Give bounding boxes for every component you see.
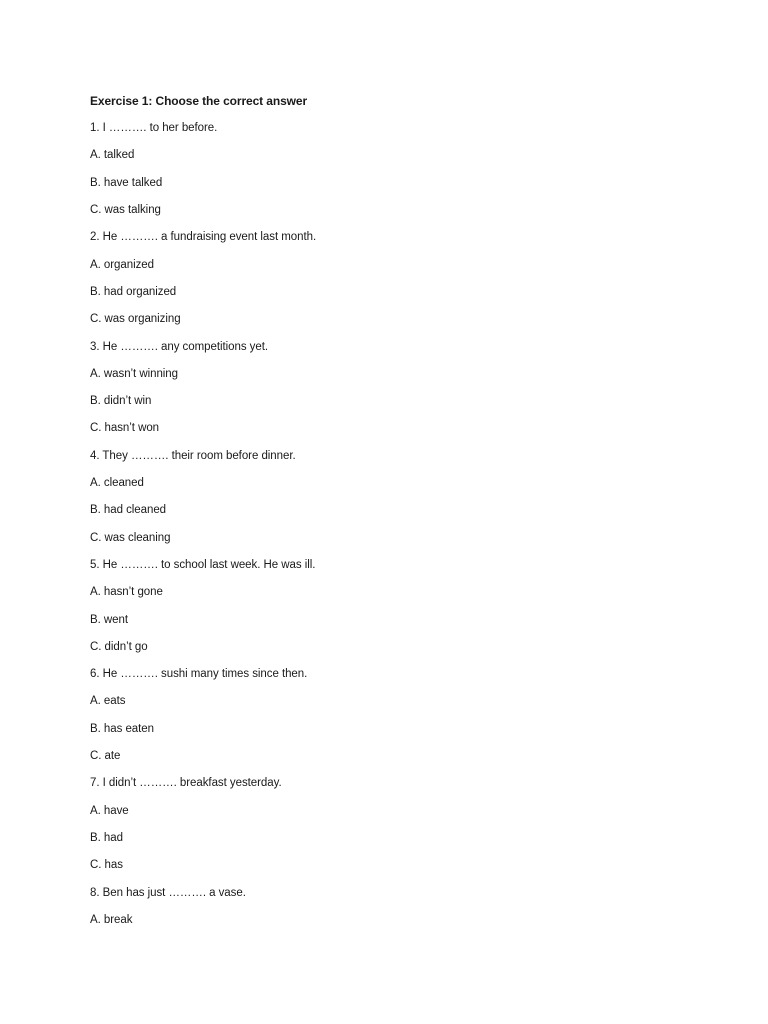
answer-option: B. went [90, 613, 129, 626]
question-text: 7. I didn’t ………. breakfast yesterday. [90, 777, 282, 790]
answer-option: A. wasn’t winning [90, 367, 179, 380]
answer-option: B. had cleaned [90, 504, 167, 517]
answer-option: A. eats [90, 695, 126, 708]
question-text: 3. He ………. any competitions yet. [90, 340, 268, 353]
answer-option: B. didn’t win [90, 395, 152, 408]
answer-option: B. have talked [90, 176, 163, 189]
answer-option: A. talked [90, 149, 135, 162]
answer-option: C. hasn’t won [90, 422, 160, 435]
question-text: 4. They ………. their room before dinner. [90, 449, 296, 462]
answer-option: C. was talking [90, 204, 161, 217]
answer-option: A. cleaned [90, 477, 144, 490]
answer-option: A. hasn’t gone [90, 586, 163, 599]
answer-option: C. was cleaning [90, 531, 171, 544]
answer-option: A. have [90, 804, 129, 817]
question-text: 8. Ben has just ………. a vase. [90, 886, 246, 899]
exercise-lines [90, 119, 690, 929]
answer-option: A. break [90, 913, 133, 926]
question-text: 2. He ………. a fundraising event last month. [90, 231, 317, 244]
answer-option: B. had organized [90, 285, 177, 298]
document-content [90, 92, 690, 938]
question-text: 6. He ………. sushi many times since then. [90, 668, 308, 681]
answer-option: B. has eaten [90, 722, 154, 735]
answer-option: C. was organizing [90, 313, 181, 326]
question-text: 1. I ………. to her before. [90, 122, 218, 135]
answer-option: C. didn’t go [90, 640, 148, 653]
answer-option: C. ate [90, 750, 121, 763]
answer-option: A. organized [90, 258, 154, 271]
answer-option: C. has [90, 859, 123, 872]
exercise-title: Exercise 1: Choose the correct answer [90, 94, 308, 108]
question-text: 5. He ………. to school last week. He was ill. [90, 558, 316, 571]
answer-option: B. had [90, 831, 123, 844]
